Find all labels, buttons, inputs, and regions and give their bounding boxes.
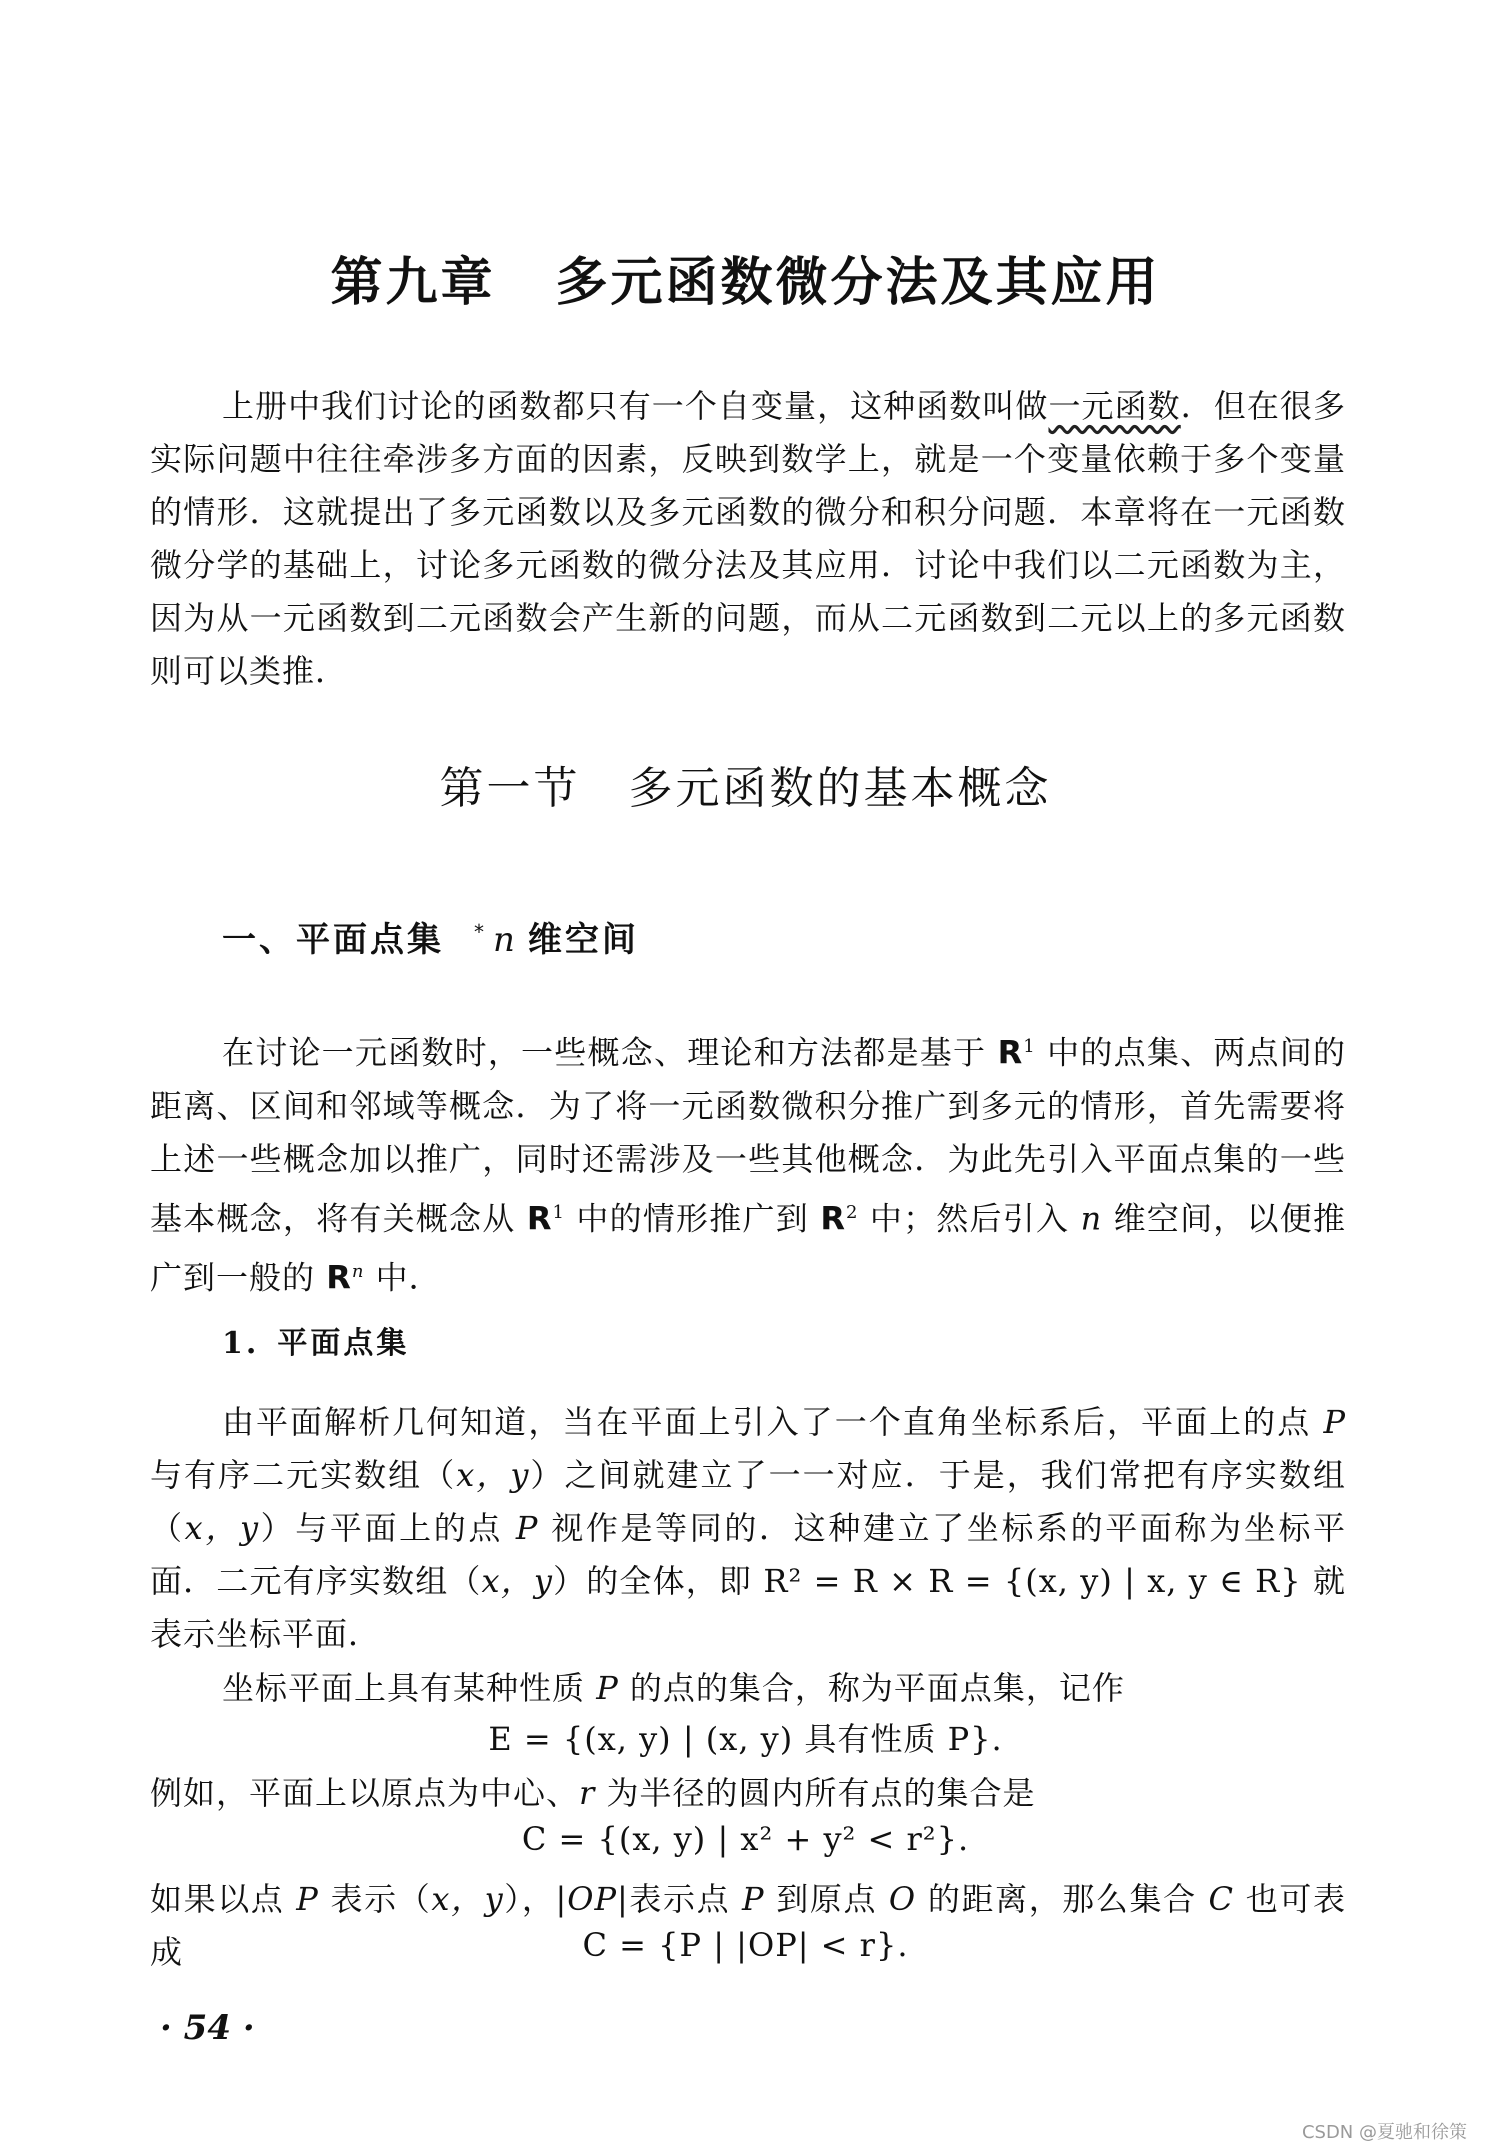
text: 中；然后引入 — [858, 1199, 1081, 1238]
math-OP: OP — [567, 1880, 618, 1918]
math-O: O — [888, 1880, 917, 1918]
term-one-variable-function: 一元函数 — [1048, 387, 1181, 425]
text: 中的情形推广到 — [564, 1199, 821, 1238]
chapter-name: 多元函数微分法及其应用 — [555, 253, 1161, 313]
formula-C-distance: C = {P | |OP| < r}. — [582, 1926, 909, 1964]
text: ）之间就建立了一一对应．于是，我们常把有序实数组（ — [150, 1456, 1346, 1547]
chapter-number: 第九章 — [330, 253, 496, 313]
math-r: r — [579, 1774, 596, 1812]
optional-star: * — [474, 919, 487, 944]
text: 也可表成 — [150, 1880, 1346, 1971]
math-xy: x，y — [184, 1509, 260, 1547]
text: 视作是等同的．这种建立了坐标系的平面称为坐标平面．二元有序实数组（ — [150, 1509, 1346, 1600]
formula-C-circle: C = {(x, y) | x² + y² < r²}. — [521, 1820, 970, 1858]
math-R: R — [326, 1258, 352, 1297]
math-R: R — [997, 1033, 1024, 1072]
text: 如果以点 — [150, 1880, 297, 1918]
text: |表示点 — [617, 1880, 742, 1918]
text: ）与平面上的点 — [259, 1509, 516, 1547]
text: ），| — [503, 1880, 568, 1918]
text: 的距离，那么集合 — [916, 1880, 1209, 1918]
subsubsection-title: 平面点集 — [277, 1326, 410, 1361]
math-xy: x，y — [431, 1880, 504, 1918]
math-sup-n: n — [351, 1261, 365, 1283]
subsubsection-heading — [222, 1318, 409, 1362]
text: 中的点集、两点间的距离、区间和邻域等概念．为了将一元函数微积分推广到多元的情形，首先需要将上述一些概念加以推广，同时还需涉及一些其他概念．为此先引入平面点集的一些基本概念，将有关概念从 — [150, 1033, 1346, 1238]
text: 中． — [364, 1258, 442, 1297]
text: 在讨论一元函数时，一些概念、理论和方法都是基于 — [222, 1033, 998, 1072]
text: ）的全体，即 — [552, 1562, 764, 1600]
chapter-title — [0, 240, 1491, 315]
paragraph-example — [150, 1767, 1346, 1820]
paragraph-concepts — [150, 1020, 1346, 1305]
paragraph-coordinate-plane — [150, 1396, 1346, 1661]
math-xy: x，y — [481, 1562, 553, 1600]
math-sup: 2 — [846, 1201, 859, 1223]
math-C: C — [1208, 1880, 1234, 1918]
intro-text-1: 上册中我们讨论的函数都只有一个自变量，这种函数叫做 — [222, 387, 1049, 425]
math-P: P — [1323, 1403, 1346, 1441]
math-R: R — [820, 1199, 846, 1238]
intro-paragraph — [150, 380, 1346, 698]
math-R: R — [526, 1199, 553, 1238]
formula-R2: R² = R × R = {(x, y) | x, y ∈ R} — [763, 1562, 1302, 1600]
subsection-title-b: 维空间 — [527, 920, 639, 960]
text: 维空间，以便推广到一般的 — [150, 1199, 1346, 1297]
text: 到原点 — [764, 1880, 889, 1918]
math-n: n — [1080, 1199, 1103, 1238]
math-xy: x，y — [456, 1456, 530, 1494]
math-P: P — [741, 1880, 765, 1918]
text: 由平面解析几何知道，当在平面上引入了一个直角坐标系后，平面上的点 — [222, 1403, 1324, 1441]
subsection-heading — [222, 912, 639, 961]
subsection-title-a: 一、平面点集 — [222, 920, 444, 960]
math-sup: 1 — [552, 1201, 565, 1223]
subsection-n: n — [493, 920, 518, 960]
math-P: P — [515, 1509, 539, 1547]
page-number: · 54 · — [160, 2008, 255, 2048]
math-sup: 1 — [1023, 1036, 1036, 1057]
paragraph-point-set — [150, 1662, 1346, 1715]
text: 表示（ — [318, 1880, 432, 1918]
subsubsection-number: 1. — [222, 1326, 260, 1361]
section-name: 多元函数的基本概念 — [628, 763, 1052, 814]
text: 就表示坐标平面． — [150, 1562, 1346, 1653]
text: 与有序二元实数组（ — [150, 1456, 457, 1494]
text: 的点的集合，称为平面点集，记作 — [618, 1669, 1125, 1707]
watermark: CSDN @夏驰和徐策 — [1301, 2122, 1467, 2143]
text: 为半径的圆内所有点的集合是 — [595, 1774, 1036, 1812]
section-number: 第一节 — [439, 763, 581, 814]
math-P: P — [296, 1880, 319, 1918]
text: 坐标平面上具有某种性质 — [222, 1669, 597, 1707]
formula-E: E = {(x, y) | (x, y) 具有性质 P}. — [488, 1720, 1003, 1758]
intro-text-2: ．但在很多实际问题中往往牵涉多方面的因素，反映到数学上，就是一个变量依赖于多个变量的情形．这就提出了多元函数以及多元函数的微分和积分问题．本章将在一元函数微分学的基础上，讨论多元函数的微分法及其应用．讨论中我们以二元函数为主，因为从一元函数到二元函数会产生新的问题，而从二元函数到二元以上的多元函数则可以类推． — [150, 387, 1346, 690]
section-title — [0, 752, 1491, 816]
math-P: P — [596, 1669, 619, 1707]
text: 例如，平面上以原点为中心、 — [150, 1774, 580, 1812]
